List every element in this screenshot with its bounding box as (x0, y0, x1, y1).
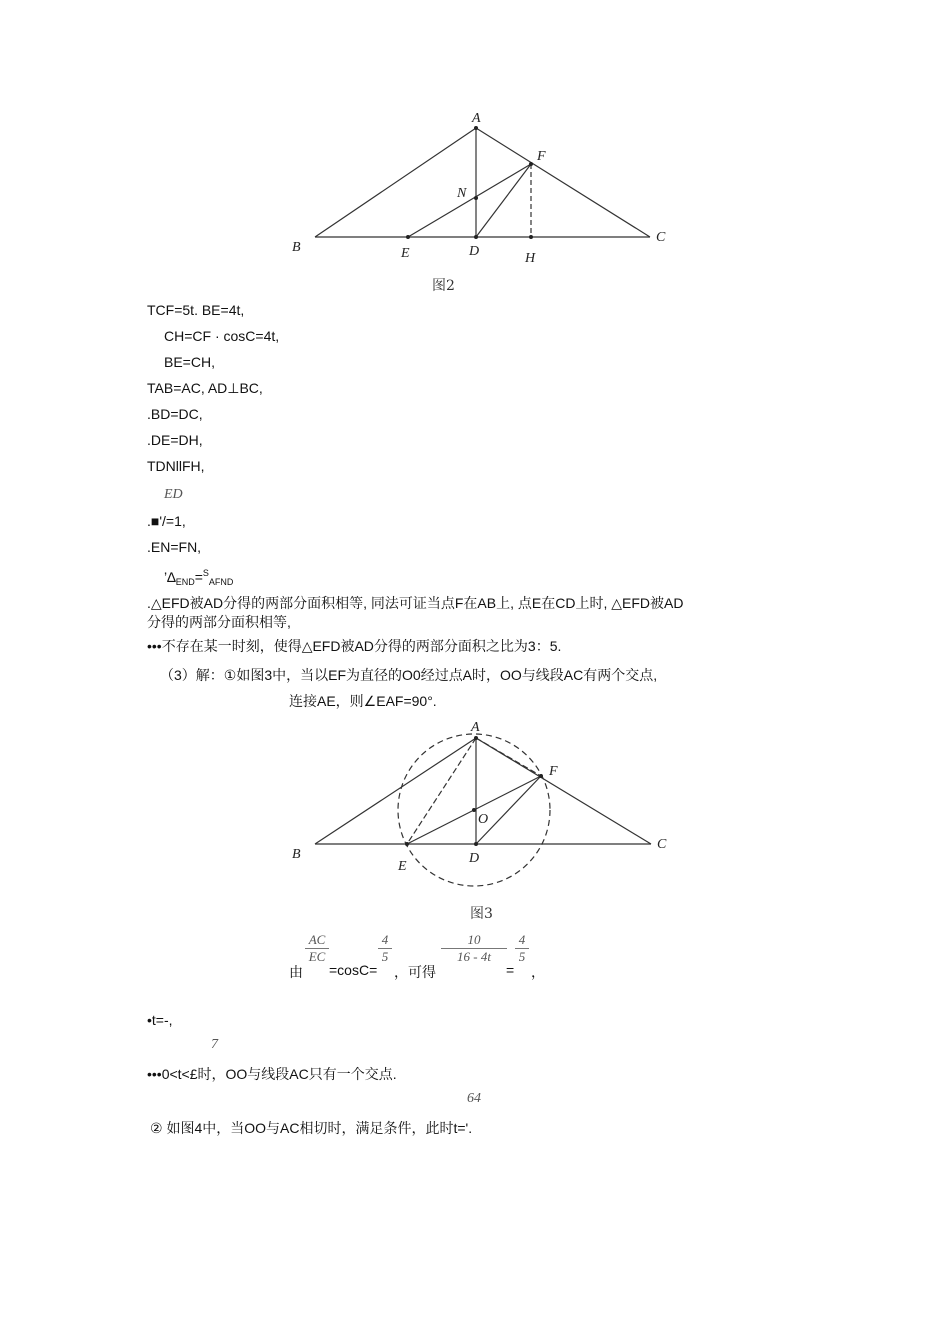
area-prefix: ’∆ (164, 569, 176, 585)
proof-line-7: TDNllFH, (147, 458, 205, 474)
frac-10-num: 10 (467, 932, 481, 947)
part3-line-2: 连接AE，则∠EAF=90°. (289, 693, 437, 709)
eq-kede: ，可得 (394, 964, 436, 980)
figure-3-caption: 图3 (470, 906, 493, 922)
label-f-3: F (549, 764, 558, 779)
ratio-line: .■'/=1, (147, 513, 186, 529)
seven: 7 (211, 1037, 218, 1052)
label-a: A (472, 111, 481, 126)
conclusion-line-1: .△EFD被AD分得的两部分面积相等, 同法可证当点F在AB上, 点E在CD上时, △EFD被AD (147, 595, 684, 611)
frac-5b: 5 (515, 948, 529, 965)
proof-line-4: TAB=AC, AD⊥BC, (147, 380, 263, 396)
frac-10-den: 16 - 4t (441, 948, 507, 965)
sixty-four: 64 (467, 1091, 481, 1106)
label-e-3: E (398, 859, 407, 874)
area-sub-end: END (175, 577, 195, 587)
label-d-3: D (469, 851, 480, 866)
eq-end: ， (531, 964, 545, 980)
label-n: N (457, 186, 467, 201)
frac-4-5-a (378, 932, 392, 965)
frac-4b: 4 (518, 932, 526, 947)
label-h: H (525, 251, 536, 266)
conclusion-line-3: •••不存在某一时刻，使得△EFD被AD分得的两部分面积之比为3：5. (147, 638, 562, 654)
proof-line-1: TCF=5t. BE=4t, (147, 302, 245, 318)
en-line: .EN=FN, (147, 539, 202, 555)
frac-ac: AC (308, 932, 326, 947)
frac-5a: 5 (378, 948, 392, 965)
frac-4a: 4 (381, 932, 389, 947)
segment-ae-3 (407, 738, 476, 844)
frac-ec: EC (305, 948, 329, 965)
label-b: B (292, 240, 301, 255)
label-o-3: O (478, 812, 489, 827)
eq-prefix: 由 (289, 964, 303, 980)
label-e: E (401, 246, 410, 261)
fraction-ed: ED (164, 487, 183, 502)
area-sup: S (202, 568, 209, 578)
area-eq: = (194, 569, 203, 585)
proof-line-3: BE=CH, (164, 354, 215, 370)
eq-equals: = (506, 962, 515, 978)
label-a-3: A (471, 720, 480, 735)
t-line: •t=-, (147, 1012, 173, 1028)
label-d: D (469, 244, 480, 259)
part3-case2: ② 如图4中，当OO与AC相切时，满足条件，此时t='. (150, 1120, 473, 1136)
figure-2-caption: 图2 (432, 278, 455, 294)
frac-4-5-b (515, 932, 529, 965)
proof-line-2: CH=CF · cosC=4t, (164, 328, 280, 344)
conclusion-line-2: 分得的两部分面积相等, (147, 614, 291, 630)
label-c: C (656, 230, 666, 245)
frac-ac-ec (305, 932, 329, 965)
range-line: •••0<t<£时，OO与线段AC只有一个交点. (147, 1066, 397, 1082)
label-b-3: B (292, 847, 301, 862)
proof-line-5: .BD=DC, (147, 406, 203, 422)
segment-fd-3 (476, 776, 541, 844)
eq-cosc: =cosC= (329, 962, 378, 978)
area-sub-afnd: AFND (208, 577, 234, 587)
label-c-3: C (657, 837, 667, 852)
frac-10 (441, 932, 507, 965)
label-f: F (537, 149, 546, 164)
segment-af-3 (476, 738, 541, 776)
segment-ab-3 (315, 738, 476, 844)
part3-line-1: （3）解：①如图3中，当以EF为直径的O0经过点A时，OO与线段AC有两个交点, (160, 667, 658, 683)
proof-line-6: .DE=DH, (147, 432, 203, 448)
